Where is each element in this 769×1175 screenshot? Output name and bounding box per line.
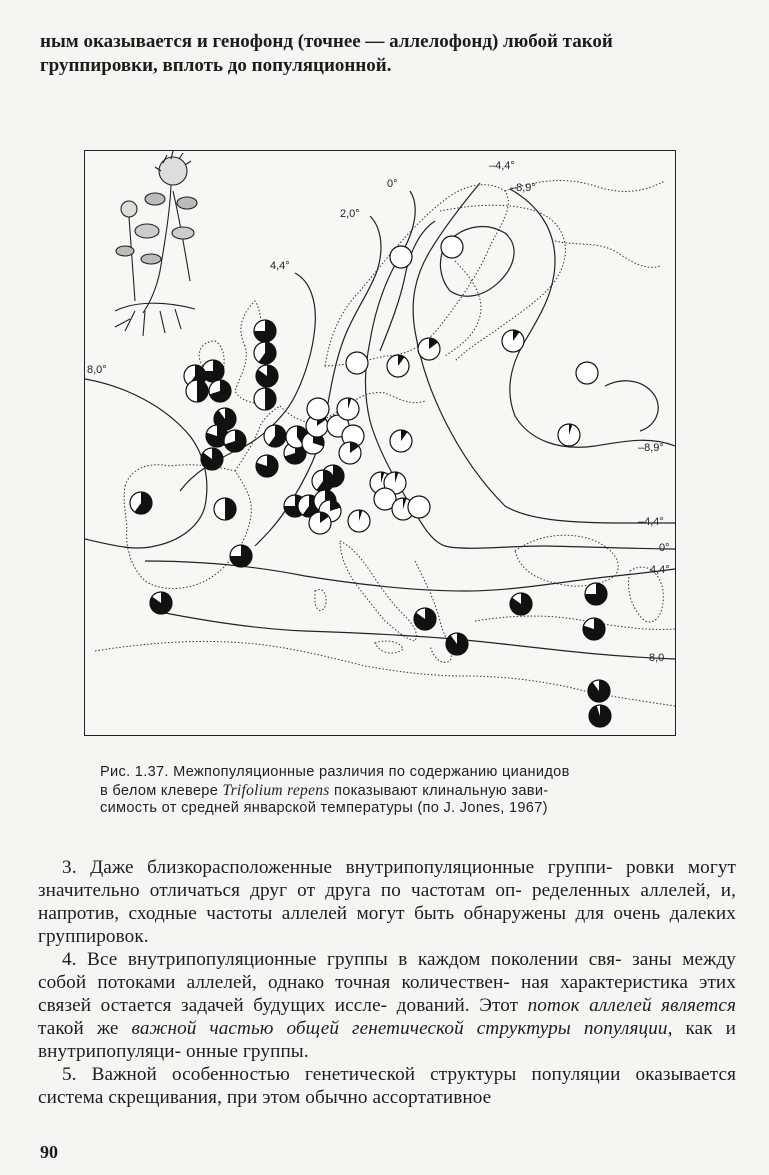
- emphasis: общей генетической структуры популяции,: [286, 1018, 673, 1039]
- text-segment: онные группы.: [186, 1041, 309, 1062]
- text-line: группировки, вплоть до популяционной.: [40, 55, 392, 76]
- label-44-right: 4,4°: [650, 564, 670, 576]
- label-0-right: 0°: [659, 542, 670, 554]
- caption-species: Trifolium repens: [222, 781, 330, 799]
- emphasis: поток аллелей является: [527, 995, 737, 1016]
- caption-label: Рис. 1.37.: [100, 764, 169, 780]
- europe-isotherm-map: [85, 151, 675, 735]
- paragraph-5: [38, 1063, 736, 1109]
- text-line: ным оказывается и генофонд (точнее — аллелофонд) любой такой: [40, 31, 613, 52]
- caption-text: показывают клинальную зави-: [334, 782, 549, 799]
- label-m89-top: –8,9°: [510, 182, 536, 194]
- figure-caption: [100, 764, 680, 818]
- population-markers: [130, 236, 611, 727]
- clover-illustration: [115, 151, 197, 336]
- text-line: быть обнаружены для очень далеких группировок.: [38, 903, 736, 947]
- top-paragraph: [40, 30, 740, 78]
- text-segment: дований. Этот: [396, 995, 519, 1016]
- population-marker: [441, 236, 463, 258]
- population-marker-sector: [197, 380, 208, 402]
- label-20: 2,0°: [340, 208, 360, 220]
- text-line: 5. Важной особенностью генетической структуры популяции: [62, 1064, 621, 1085]
- caption-text: Межпопуляционные различия по содержанию цианидов: [173, 764, 570, 780]
- caption-line: [100, 782, 680, 801]
- paragraph-3: [38, 856, 736, 948]
- population-marker: [390, 246, 412, 268]
- figure-map: [84, 150, 676, 736]
- label-44-left: 4,4°: [270, 260, 290, 272]
- population-marker: [576, 362, 598, 384]
- population-marker-sector: [225, 498, 236, 520]
- text-line: ровки могут значительно отличаться друг от друга по частотам оп-: [38, 857, 736, 901]
- text-segment: как и внутрипопуляци-: [38, 1018, 737, 1062]
- text-line: заны между собой потоками аллелей, однако точная количествен-: [38, 949, 736, 993]
- text-line: 4. Все внутрипопуляционные группы в каждом поколении свя-: [62, 949, 622, 970]
- label-m44-top: –4,4°: [489, 160, 515, 172]
- emphasis: важной частью: [131, 1018, 274, 1039]
- population-marker: [346, 352, 368, 374]
- caption-line: [100, 764, 680, 782]
- text-line: оказывается система скрещивания, при этом обычно ассортативное: [38, 1064, 736, 1108]
- text-line: ная характеристика этих связей остается задачей будущих иссле-: [38, 972, 736, 1016]
- population-marker-sector: [589, 705, 611, 727]
- label-m44-right: –4,4°: [638, 516, 664, 528]
- label-m89-right: –8,9°: [638, 442, 664, 454]
- text-line: 3. Даже близкорасположенные внутрипопуляционные группи-: [62, 857, 613, 878]
- population-marker-sector: [446, 633, 468, 655]
- population-marker-sector: [588, 680, 610, 702]
- page-number: 90: [40, 1142, 58, 1162]
- body-text: [38, 856, 736, 1109]
- population-marker-sector: [265, 388, 276, 410]
- population-marker: [408, 496, 430, 518]
- paragraph-4: [38, 948, 736, 1063]
- text-line: ределенных аллелей, и, напротив, сходные частоты аллелей могут: [38, 880, 736, 924]
- label-80-left: 8,0°: [87, 364, 107, 376]
- caption-line: симость от средней январской температуры (по J. Jones, 1967): [100, 800, 548, 816]
- caption-text: в белом клевере: [100, 782, 219, 799]
- text-segment: такой же: [38, 1018, 119, 1039]
- population-marker: [307, 398, 329, 420]
- label-80-right: 8,0: [649, 652, 665, 664]
- label-0-top: 0°: [387, 178, 398, 190]
